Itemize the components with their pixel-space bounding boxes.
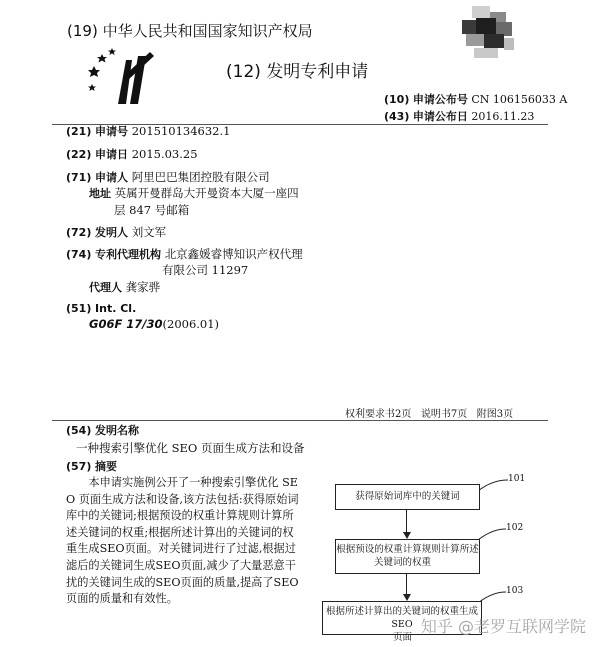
- arrowhead-102-103: [403, 594, 411, 601]
- agency-line1: 北京鑫媛睿博知识产权代理: [164, 247, 303, 261]
- pub-number-code: (10): [384, 93, 410, 106]
- step-101-number: 101: [508, 474, 526, 484]
- agent-value: 龚家骅: [125, 280, 161, 294]
- address-label: 地址: [89, 187, 111, 200]
- app-number-label: 申请号: [95, 125, 129, 138]
- abstract-text: 本申请实施例公开了一种搜索引擎优化 SEO 页面生成方法和设备,该方法包括:获得原始词库中的关键词;根据预设的权重计算规则计算所述关键词的权重;根据所述计算出的关键词的权重生成SEO页面。对关键词进行了过滤,根据过滤后的关键词生成SEO页面,减少了大量恶意干扰的关键词生成的SEO页面的质量,提高了SEO页面的质量和有效性。: [66, 476, 299, 606]
- step-103-text-line2: 页面: [393, 632, 413, 643]
- applicant-row: [66, 169, 270, 186]
- address-line2: 层 847 号邮箱: [114, 203, 190, 217]
- address-line1: 英属开曼群岛大开曼资本大厦一座四: [114, 186, 299, 200]
- address-row: [89, 185, 299, 202]
- inventor-label: 发明人: [95, 226, 129, 239]
- cnipa-emblem: [88, 46, 158, 106]
- leader-line-102: [478, 527, 510, 541]
- agency-row: [66, 246, 303, 263]
- applicant-value: 阿里巴巴集团控股有限公司: [131, 170, 270, 184]
- app-number-value: 201510134632.1: [131, 124, 231, 138]
- inventor-value: 刘文军: [131, 225, 167, 239]
- invention-title-code: (54): [66, 424, 92, 437]
- agent-row: [89, 279, 160, 296]
- app-number-code: (21): [66, 125, 92, 138]
- leader-line-101: [478, 478, 512, 492]
- office-name: 中华人民共和国国家知识产权局: [102, 22, 313, 40]
- abstract-heading: [66, 458, 117, 475]
- app-date-code: (22): [66, 148, 92, 161]
- office-code: (19): [67, 22, 98, 40]
- pub-date-value: 2016.11.23: [471, 110, 535, 123]
- app-date-label: 申请日: [95, 148, 129, 161]
- int-cl-class: G06F 17/30: [89, 317, 163, 331]
- agency-line2: 有限公司 11297: [162, 263, 249, 277]
- pub-number-value: CN 106156033 A: [471, 93, 568, 106]
- step-103-text-line1: 根据所述计算出的关键词的权重生成SEO: [325, 606, 478, 630]
- leader-line-103: [478, 590, 510, 604]
- doc-type-title: [226, 57, 368, 82]
- step-101-box: [335, 484, 480, 510]
- agency-code: (74): [66, 248, 92, 261]
- abstract-code: (57): [66, 460, 92, 473]
- arrow-102-103: [406, 573, 407, 595]
- pub-date-row: [384, 108, 534, 124]
- app-date-value: 2015.03.25: [131, 147, 198, 161]
- doc-type-code: (12): [226, 62, 261, 82]
- step-101-text: 获得原始词库中的关键词: [355, 491, 460, 502]
- int-cl-version: (2006.01): [162, 317, 220, 331]
- invention-title: 一种搜索引擎优化 SEO 页面生成方法和设备: [76, 441, 305, 455]
- applicant-label: 申请人: [95, 171, 129, 184]
- step-103-number: 103: [506, 586, 524, 596]
- watermark: 知乎 @老罗互联网学院: [420, 617, 586, 636]
- invention-title-row: [66, 422, 139, 439]
- app-date-row: [66, 146, 198, 163]
- pub-date-label: 申请公布日: [412, 110, 468, 123]
- int-cl-label: Int. Cl.: [95, 302, 137, 315]
- doc-type: 发明专利申请: [266, 62, 369, 82]
- inventor-row: [66, 224, 166, 241]
- arrowhead-101-102: [403, 532, 411, 539]
- section-divider: [52, 420, 548, 421]
- int-cl-row: [66, 300, 136, 317]
- inventor-code: (72): [66, 226, 92, 239]
- pub-date-code: (43): [384, 110, 410, 123]
- qr-code: [462, 6, 516, 60]
- abstract-label: 摘要: [95, 460, 118, 473]
- step-102-number: 102: [506, 523, 524, 533]
- office-header: [67, 20, 313, 41]
- step-102-text-line1: 根据预设的权重计算规则计算所述: [336, 544, 479, 555]
- agency-label: 专利代理机构: [95, 248, 162, 261]
- pub-number-label: 申请公布号: [412, 93, 468, 106]
- applicant-code: (71): [66, 171, 92, 184]
- agent-label: 代理人: [89, 281, 122, 294]
- arrow-101-102: [406, 509, 407, 533]
- step-102-box: [335, 539, 480, 574]
- page-counts: 权利要求书2页 说明书7页 附图3页: [345, 409, 514, 420]
- pub-number-row: [384, 91, 567, 107]
- int-cl-code: (51): [66, 302, 92, 315]
- step-102-text-line2: 关键词的权重: [374, 557, 432, 568]
- app-number-row: [66, 123, 230, 140]
- int-cl-class-row: [89, 316, 219, 333]
- invention-title-label: 发明名称: [95, 424, 140, 437]
